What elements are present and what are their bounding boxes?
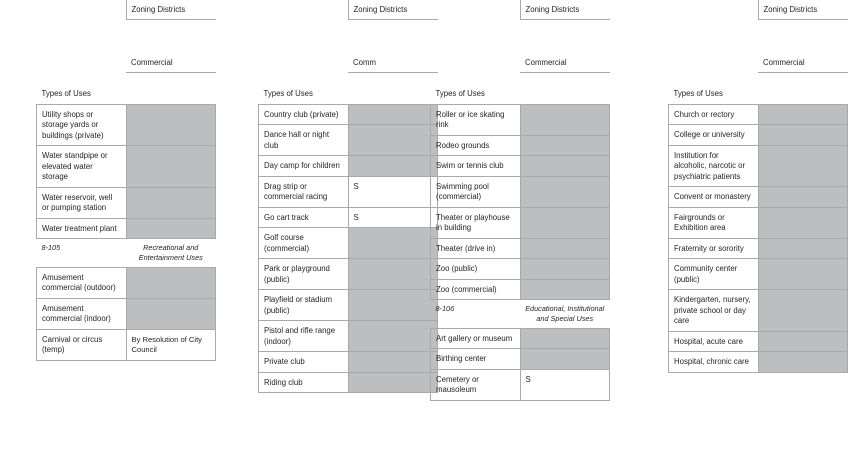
- use-name-cell: Kindergarten, nursery, private school or day care: [669, 290, 759, 332]
- use-name-cell: Utility shops or storage yards or buildings (private): [37, 104, 127, 146]
- types-header-spacer: [758, 72, 848, 104]
- table-header-zone-row: [669, 0, 848, 19]
- use-not-permitted-cell: [758, 352, 848, 373]
- table-row: [669, 145, 848, 187]
- table-header-district-row: [259, 19, 438, 72]
- zoning-column-2: [258, 0, 438, 393]
- table-row: [669, 187, 848, 208]
- table-header-types-row: [669, 72, 848, 104]
- types-header-spacer: [348, 72, 438, 104]
- use-not-permitted-cell: [520, 104, 610, 135]
- use-name-cell: Water reservoir, well or pumping station: [37, 187, 127, 218]
- table-header-district-row: [431, 19, 610, 72]
- section-title: Recreational and Entertainment Uses: [126, 239, 216, 268]
- use-name-cell: Hospital, chronic care: [669, 352, 759, 373]
- use-not-permitted-cell: [758, 104, 848, 125]
- use-not-permitted-cell: [758, 207, 848, 238]
- types-of-uses-header: Types of Uses: [259, 72, 349, 104]
- table-row: [259, 259, 438, 290]
- zoning-districts-header: Zoning Districts: [758, 0, 848, 19]
- section-heading-row: [37, 239, 216, 268]
- use-not-permitted-cell: [520, 176, 610, 207]
- use-name-cell: Water standpipe or elevated water storage: [37, 146, 127, 188]
- use-name-cell: Park or playground (public): [259, 259, 349, 290]
- table-row: [431, 349, 610, 370]
- use-name-cell: Birthing center: [431, 349, 521, 370]
- table-row: [431, 156, 610, 177]
- use-not-permitted-cell: [520, 238, 610, 259]
- use-name-cell: Theater or playhouse in building: [431, 207, 521, 238]
- use-name-cell: Riding club: [259, 372, 349, 393]
- section-title: Educational, Institutional and Special Uses: [520, 300, 610, 329]
- table-row: [669, 207, 848, 238]
- table-header-zone-row: [259, 0, 438, 19]
- table-row: [37, 187, 216, 218]
- table-row: [669, 238, 848, 259]
- header-spacer: [669, 0, 759, 19]
- use-name-cell: Amusement commercial (indoor): [37, 298, 127, 329]
- table-row: [431, 279, 610, 300]
- zoning-districts-header: Zoning Districts: [126, 0, 216, 19]
- use-name-cell: Zoo (commercial): [431, 279, 521, 300]
- use-name-cell: Cemetery or mausoleum: [431, 369, 521, 400]
- use-status-cell: S: [348, 176, 438, 207]
- header-spacer-2: [37, 19, 127, 72]
- table-row: [669, 352, 848, 373]
- use-name-cell: Go cart track: [259, 207, 349, 228]
- section-number: 8-105: [37, 239, 127, 268]
- table-row: [259, 207, 438, 228]
- use-not-permitted-cell: [126, 267, 216, 298]
- types-of-uses-header: Types of Uses: [669, 72, 759, 104]
- section-number: 8-106: [431, 300, 521, 329]
- use-not-permitted-cell: [520, 279, 610, 300]
- use-not-permitted-cell: [758, 238, 848, 259]
- use-not-permitted-cell: [758, 331, 848, 352]
- use-name-cell: Fraternity or sorority: [669, 238, 759, 259]
- use-not-permitted-cell: [126, 146, 216, 188]
- table-row: [259, 228, 438, 259]
- table-row: [431, 369, 610, 400]
- use-not-permitted-cell: [348, 104, 438, 125]
- header-spacer-2: [669, 19, 759, 72]
- header-spacer: [259, 0, 349, 19]
- use-not-permitted-cell: [348, 352, 438, 373]
- table-row: [669, 125, 848, 146]
- use-not-permitted-cell: [348, 125, 438, 156]
- use-not-permitted-cell: [758, 187, 848, 208]
- table-row: [431, 328, 610, 349]
- table-row: [669, 290, 848, 332]
- use-name-cell: Theater (drive in): [431, 238, 521, 259]
- use-name-cell: Art gallery or museum: [431, 328, 521, 349]
- table-row: [37, 218, 216, 239]
- use-name-cell: Community center (public): [669, 259, 759, 290]
- table-row: [37, 329, 216, 360]
- use-not-permitted-cell: [348, 156, 438, 177]
- use-name-cell: College or university: [669, 125, 759, 146]
- zoning-use-table: [430, 0, 610, 401]
- table-row: [259, 125, 438, 156]
- use-not-permitted-cell: [126, 218, 216, 239]
- use-name-cell: Playfield or stadium (public): [259, 290, 349, 321]
- table-row: [37, 298, 216, 329]
- types-header-spacer: [126, 72, 216, 104]
- zoning-districts-header: Zoning Districts: [348, 0, 438, 19]
- zoning-use-table: [36, 0, 216, 361]
- use-not-permitted-cell: [758, 259, 848, 290]
- use-name-cell: Church or rectory: [669, 104, 759, 125]
- use-name-cell: Country club (private): [259, 104, 349, 125]
- table-row: [669, 259, 848, 290]
- table-header-zone-row: [37, 0, 216, 19]
- use-name-cell: Zoo (public): [431, 259, 521, 280]
- use-not-permitted-cell: [520, 207, 610, 238]
- header-spacer: [431, 0, 521, 19]
- table-row: [259, 104, 438, 125]
- table-row: [431, 207, 610, 238]
- use-name-cell: Fairgrounds or Exhibition area: [669, 207, 759, 238]
- zoning-column-4: [668, 0, 848, 373]
- table-row: [431, 238, 610, 259]
- use-not-permitted-cell: [126, 187, 216, 218]
- table-row: [259, 290, 438, 321]
- use-not-permitted-cell: [348, 228, 438, 259]
- use-not-permitted-cell: [348, 372, 438, 393]
- types-of-uses-header: Types of Uses: [431, 72, 521, 104]
- use-not-permitted-cell: [126, 298, 216, 329]
- header-spacer: [37, 0, 127, 19]
- table-row: [431, 176, 610, 207]
- use-not-permitted-cell: [520, 328, 610, 349]
- use-name-cell: Amusement commercial (outdoor): [37, 267, 127, 298]
- zoning-districts-header: Zoning Districts: [520, 0, 610, 19]
- use-not-permitted-cell: [758, 290, 848, 332]
- table-header-district-row: [669, 19, 848, 72]
- table-header-zone-row: [431, 0, 610, 19]
- use-status-cell: By Resolution of City Council: [126, 329, 216, 360]
- use-not-permitted-cell: [348, 290, 438, 321]
- use-status-cell: S: [520, 369, 610, 400]
- table-row: [669, 331, 848, 352]
- table-row: [259, 352, 438, 373]
- table-row: [37, 104, 216, 146]
- zoning-column-3: [430, 0, 610, 401]
- use-name-cell: Carnival or circus (temp): [37, 329, 127, 360]
- table-row: [37, 146, 216, 188]
- table-row: [37, 267, 216, 298]
- table-row: [431, 135, 610, 156]
- use-status-cell: S: [348, 207, 438, 228]
- use-name-cell: Convent or monastery: [669, 187, 759, 208]
- zoning-column-1: [36, 0, 216, 361]
- table-row: [259, 321, 438, 352]
- use-name-cell: Dance hall or night club: [259, 125, 349, 156]
- use-not-permitted-cell: [520, 156, 610, 177]
- use-name-cell: Swimming pool (commercial): [431, 176, 521, 207]
- table-row: [431, 259, 610, 280]
- use-name-cell: Drag strip or commercial racing: [259, 176, 349, 207]
- use-name-cell: Swim or tennis club: [431, 156, 521, 177]
- table-row: [669, 104, 848, 125]
- table-row: [259, 176, 438, 207]
- table-header-district-row: [37, 19, 216, 72]
- use-name-cell: Day camp for children: [259, 156, 349, 177]
- use-name-cell: Rodeo grounds: [431, 135, 521, 156]
- use-name-cell: Water treatment plant: [37, 218, 127, 239]
- use-name-cell: Institution for alcoholic, narcotic or psychiatric patients: [669, 145, 759, 187]
- table-header-types-row: [259, 72, 438, 104]
- use-not-permitted-cell: [520, 259, 610, 280]
- use-name-cell: Roller or ice skating rink: [431, 104, 521, 135]
- use-name-cell: Hospital, acute care: [669, 331, 759, 352]
- district-label: Commercial: [126, 19, 216, 72]
- use-not-permitted-cell: [520, 349, 610, 370]
- zoning-use-table: [668, 0, 848, 373]
- district-label: Commercial: [520, 19, 610, 72]
- types-of-uses-header: Types of Uses: [37, 72, 127, 104]
- table-row: [259, 372, 438, 393]
- header-spacer-2: [431, 19, 521, 72]
- district-label: Comm: [348, 19, 438, 72]
- table-row: [431, 104, 610, 135]
- table-header-types-row: [431, 72, 610, 104]
- use-name-cell: Private club: [259, 352, 349, 373]
- use-name-cell: Golf course (commercial): [259, 228, 349, 259]
- use-not-permitted-cell: [348, 321, 438, 352]
- table-row: [259, 156, 438, 177]
- use-name-cell: Pistol and rifle range (indoor): [259, 321, 349, 352]
- zoning-use-table: [258, 0, 438, 393]
- types-header-spacer: [520, 72, 610, 104]
- use-not-permitted-cell: [758, 145, 848, 187]
- table-header-types-row: [37, 72, 216, 104]
- use-not-permitted-cell: [126, 104, 216, 146]
- use-not-permitted-cell: [758, 125, 848, 146]
- district-label: Commercial: [758, 19, 848, 72]
- header-spacer-2: [259, 19, 349, 72]
- section-heading-row: [431, 300, 610, 329]
- use-not-permitted-cell: [348, 259, 438, 290]
- use-not-permitted-cell: [520, 135, 610, 156]
